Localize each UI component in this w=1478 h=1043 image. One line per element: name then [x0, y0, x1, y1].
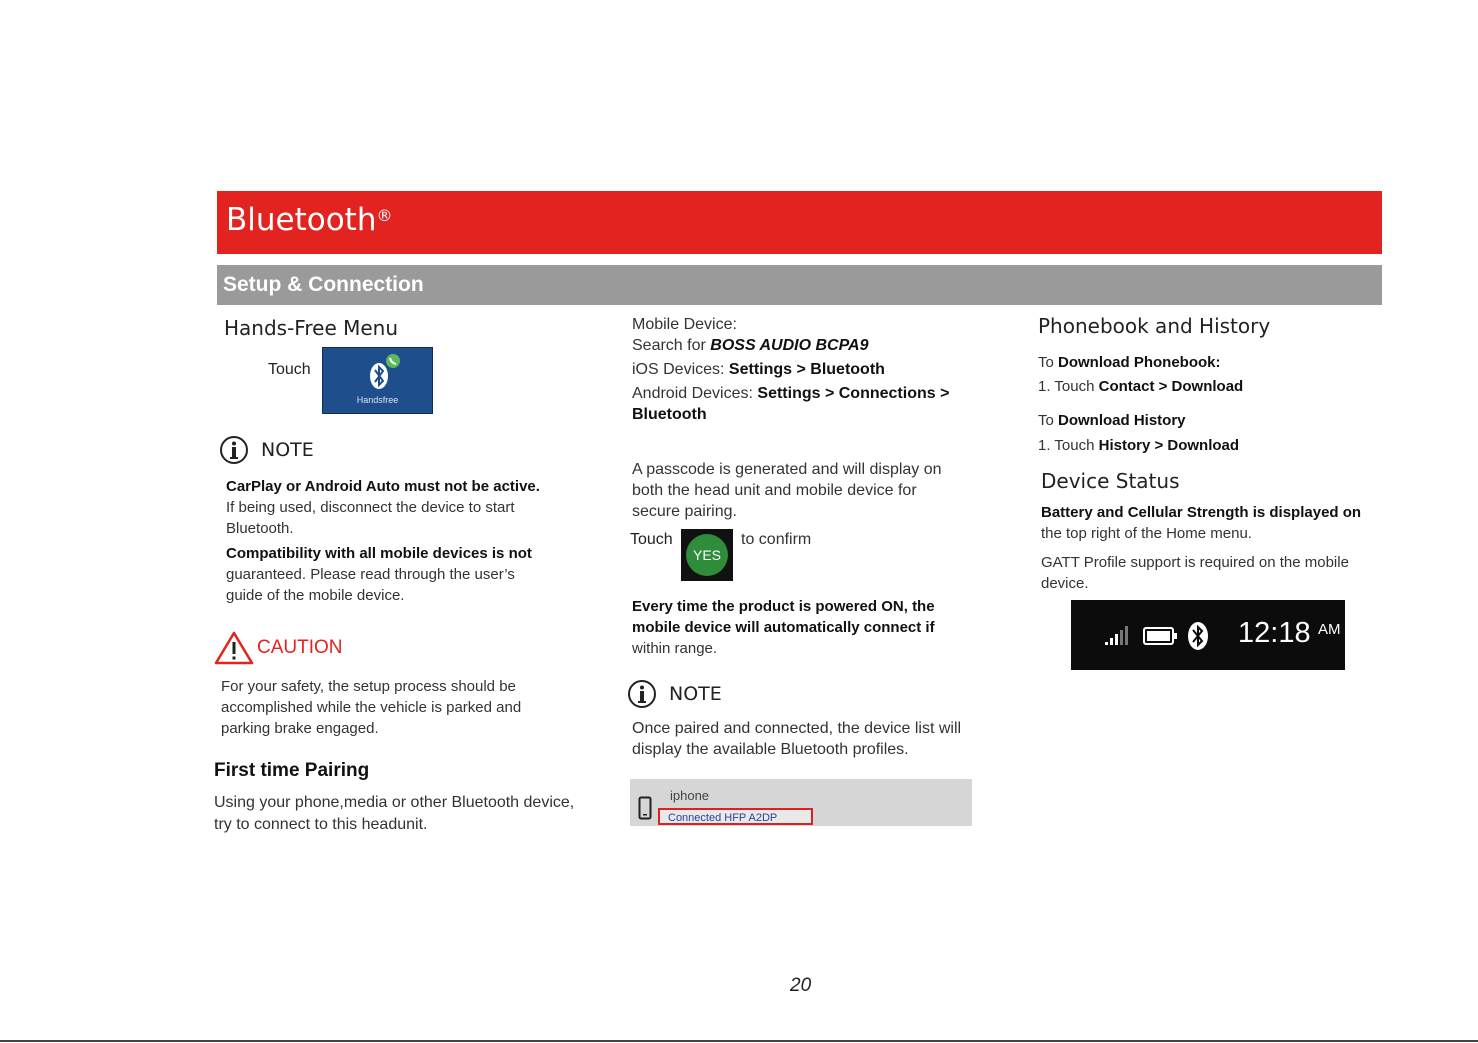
- touch-label: Touch: [268, 361, 311, 378]
- note-text-1: CarPlay or Android Auto must not be active. If being used, disconnect the device to start Bluetooth.: [226, 478, 540, 537]
- page-number: 20: [790, 975, 812, 996]
- history-step: 1. Touch History > Download: [1038, 437, 1240, 454]
- device-list-item[interactable]: [630, 779, 972, 826]
- warning-icon: [214, 631, 254, 665]
- pairing-heading: First time Pairing: [214, 760, 370, 781]
- power-on-text: Every time the product is powered ON, the mobile device will automatically connect if within range.: [632, 598, 935, 657]
- caution-label: CAUTION: [257, 637, 343, 658]
- mobile-device-text: Mobile Device: Search for BOSS AUDIO BCPA9: [632, 316, 869, 354]
- device-status-text: Battery and Cellular Strength is displayed on the top right of the Home menu.: [1041, 504, 1362, 542]
- download-phonebook: To Download Phonebook:: [1038, 354, 1221, 371]
- phonebook-step: 1. Touch Contact > Download: [1038, 378, 1244, 395]
- touch-label-2: Touch: [630, 531, 673, 548]
- status-bar-image: [1071, 600, 1345, 670]
- page-title: Bluetooth®: [226, 202, 393, 238]
- section-title: Setup & Connection: [223, 273, 424, 296]
- handsfree-button[interactable]: [322, 347, 433, 414]
- caution-text: For your safety, the setup process should be accomplished while the vehicle is parked and parking brake engaged.: [221, 678, 522, 737]
- yes-button[interactable]: [681, 529, 733, 581]
- info-icon: [627, 679, 657, 709]
- note-text-3: Once paired and connected, the device list will display the available Bluetooth profiles.: [632, 720, 962, 758]
- download-history: To Download History: [1038, 412, 1186, 429]
- ios-devices-text: iOS Devices: Settings > Bluetooth: [632, 361, 885, 378]
- pairing-text: Using your phone,media or other Bluetooth device, try to connect to this headunit.: [214, 794, 575, 833]
- phonebook-heading: Phonebook and History: [1038, 314, 1271, 338]
- phone-icon: [638, 796, 652, 820]
- section-bar: [217, 265, 1382, 305]
- handsfree-heading: Hands-Free Menu: [224, 316, 399, 340]
- handsfree-label: Handsfree: [356, 395, 399, 405]
- note-text-2: Compatibility with all mobile devices is not guaranteed. Please read through the user’s guide of the mobile device.: [226, 545, 532, 604]
- yes-circle: YES: [686, 534, 728, 576]
- title-bar: [217, 191, 1382, 254]
- clock: 12:18: [1238, 617, 1311, 649]
- signal-strength-icon: [1105, 626, 1131, 646]
- gatt-text: GATT Profile support is required on the mobile device.: [1041, 554, 1349, 592]
- bluetooth-icon: [1187, 621, 1209, 651]
- battery-icon: [1143, 626, 1179, 646]
- note-box-2: [627, 679, 722, 709]
- note-label: NOTE: [261, 439, 314, 461]
- note-box-1: [219, 435, 314, 465]
- info-icon: [219, 435, 249, 465]
- clock-ampm: AM: [1318, 621, 1341, 638]
- android-devices-text: Android Devices: Settings > Connections > Bluetooth: [632, 385, 950, 423]
- device-status-heading: Device Status: [1041, 469, 1180, 493]
- phone-badge-icon: [386, 354, 400, 368]
- footer-rule: [0, 1040, 1478, 1042]
- connected-profiles: Connected HFP A2DP: [658, 808, 813, 825]
- device-name: iphone: [670, 788, 710, 803]
- note-label: NOTE: [669, 683, 722, 705]
- to-confirm-text: to confirm: [741, 531, 812, 548]
- caution-header: [214, 631, 343, 665]
- passcode-text: A passcode is generated and will display on both the head unit and mobile device for secure pairing.: [632, 461, 942, 520]
